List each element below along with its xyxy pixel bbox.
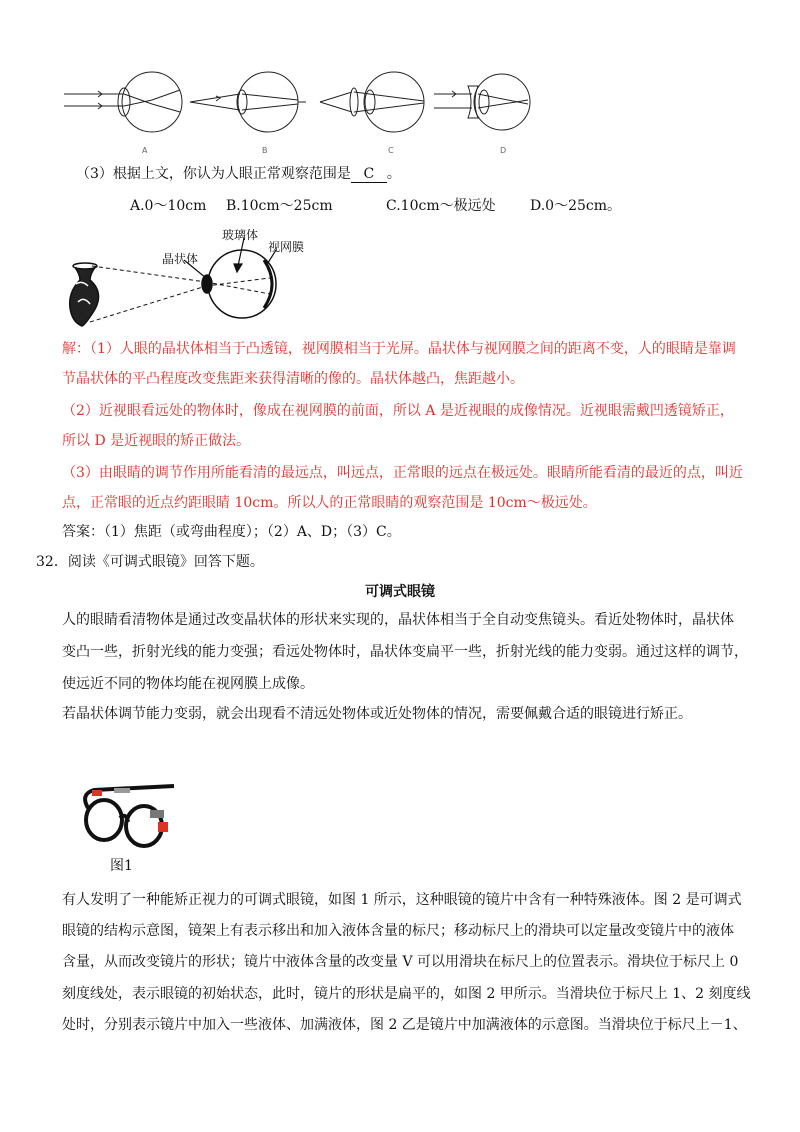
paragraph-1-line-2: 变凸一些，折射光线的能力变强；看远处物体时，晶状体变扁平一些，折射光线的能力变弱。通过这样的调节，	[62, 644, 748, 660]
eye-diagram-a	[64, 72, 182, 132]
paragraph-2: 若晶状体调节能力变弱，就会出现看不清远处物体或近处物体的情况，需要佩戴合适的眼镜进行矫正。	[62, 706, 692, 722]
diagram-label-b: B	[262, 146, 268, 155]
eye-diagram-c	[320, 72, 424, 132]
eye-diagram-d	[434, 74, 530, 130]
diagram-label-d: D	[500, 146, 507, 155]
solution-line-5: （3）由眼睛的调节作用所能看清的最远点，叫远点，正常眼的远点在极远处。眼睛所能看清的最近的点，叫近	[62, 465, 743, 481]
question-3-answer: C	[351, 166, 387, 183]
eye-diagrams	[62, 64, 532, 160]
solution-line-6: 点，正常眼的近点约距眼睛 10cm。所以人的正常眼睛的观察范围是 10cm～极远处。	[62, 495, 597, 511]
paragraph-3-line-2: 眼镜的结构示意图，镜架上有表示移出和加入液体含量的标尺；移动标尺上的滑块可以定量改变镜片中的液体	[62, 923, 734, 939]
paragraph-3-line-4: 刻度线处，表示眼镜的初始状态，此时，镜片的形状是扁平的，如图 2 甲所示。当滑块位于标尺上 1、2 刻度线	[62, 986, 751, 1002]
question-3	[76, 164, 401, 184]
figure-1-label: 图1	[110, 858, 133, 874]
solution-line-4: 所以 D 是近视眼的矫正做法。	[62, 433, 251, 449]
question-3-suffix: 。	[386, 166, 401, 182]
solution-line-2: 节晶状体的平凸程度改变焦距来获得清晰的像的。晶状体越凸，焦距越小。	[62, 371, 524, 387]
solution-line-1: 解：（1）人眼的晶状体相当于凸透镜，视网膜相当于光屏。晶状体与视网膜之间的距离不变，人的眼睛是靠调	[62, 341, 736, 357]
vase-drawing	[70, 263, 99, 326]
solution-line-3: （2）近视眼看远处的物体时，像成在视网膜的前面，所以 A 是近视眼的成像情况。近视眼需戴凹透镜矫正，	[62, 403, 734, 419]
label-crystalline-lens: 晶状体	[162, 252, 199, 266]
paragraph-3-line-5: 处时，分别表示镜片中加入一些液体、加满液体，图 2 乙是镜片中加满液体的示意图。当滑块位于标尺上－1、	[62, 1017, 747, 1033]
answer-line: 答案：（1）焦距（或弯曲程度）；（2）A、D；（3）C。	[62, 524, 401, 540]
paragraph-3-line-1: 有人发明了一种能矫正视力的可调式眼镜，如图 1 所示，这种眼镜的镜片中含有一种特殊液体。图 2 是可调式	[62, 892, 742, 908]
option-d: D.0～25cm。	[530, 198, 622, 214]
diagram-label-a: A	[142, 146, 148, 155]
article-title: 可调式眼镜	[365, 584, 435, 600]
paragraph-3-line-3: 含量，从而改变镜片的形状；镜片中液体含量的改变量 V 可以用滑块在标尺上的位置表示。滑块位于标尺上 0	[62, 954, 739, 970]
option-a: A.0～10cm	[130, 198, 207, 214]
label-retina: 视网膜	[268, 240, 305, 254]
label-vitreous-body: 玻璃体	[222, 228, 259, 242]
option-b: B.10cm～25cm	[226, 198, 333, 214]
diagram-label-c: C	[388, 146, 394, 155]
eye-diagram-b	[190, 72, 306, 132]
question-32-intro: 32．阅读《可调式眼镜》回答下题。	[36, 554, 264, 570]
paragraph-1-line-3: 使远近不同的物体均能在视网膜上成像。	[62, 676, 314, 692]
adjustable-glasses-image	[74, 782, 184, 854]
option-c: C.10cm～极远处	[386, 198, 496, 214]
question-3-prefix: （3）根据上文，你认为人眼正常观察范围是	[76, 166, 351, 182]
paragraph-1-line-1: 人的眼睛看清物体是通过改变晶状体的形状来实现的，晶状体相当于全自动变焦镜头。看近处物体时，晶状体	[62, 612, 734, 628]
